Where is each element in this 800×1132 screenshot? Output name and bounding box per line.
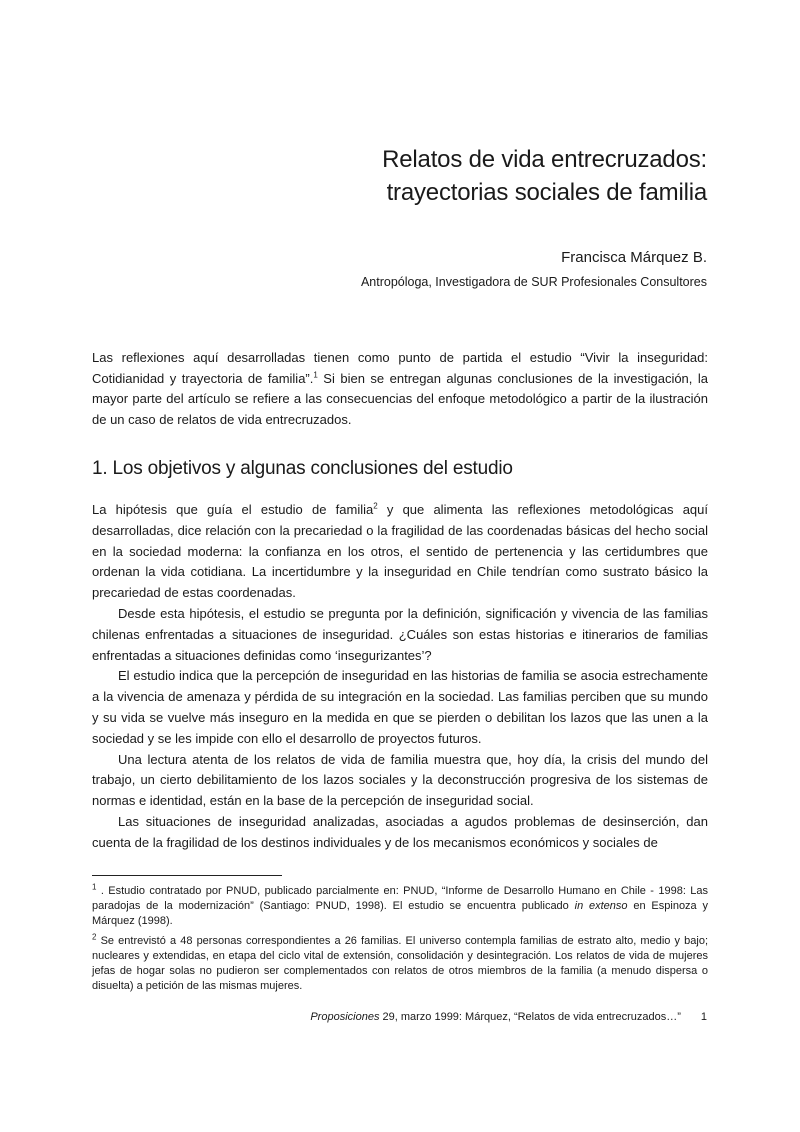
footnote-1-italic: in extenso <box>574 900 628 913</box>
running-footer <box>310 1011 707 1023</box>
footnote-divider <box>92 875 282 876</box>
page-number: 1 <box>700 1011 707 1023</box>
abstract-paragraph <box>92 348 708 431</box>
body-paragraph-5: Las situaciones de inseguridad analizadas, asociadas a agudos problemas de desinserción, dan cuenta de la fragilidad de los destinos individuales y de los mecanismos económicos y sociales de <box>92 813 708 850</box>
author-affiliation: Antropóloga, Investigadora de SUR Profesionales Consultores <box>360 275 707 289</box>
abstract-text-1: Las reflexiones aquí desarrolladas tienen como punto de partida el estudio “Vivir la inseguridad: Cotidianidad y trayectoria de familia”. <box>92 350 708 386</box>
title-line-2: trayectorias sociales de familia <box>386 179 707 206</box>
footer-journal: Proposiciones <box>310 1011 380 1023</box>
abstract-text-2: Si bien se entregan algunas conclusiones de la investigación, la mayor parte del artículo se refiere a las consecuencias del enfoque metodológico a partir de la ilustración de un caso de relatos de vida entrecruzados. <box>92 370 708 428</box>
footnote-1-text-2: en Espinoza y Márquez (1998). <box>92 900 708 928</box>
footnote-ref-2: 2 <box>373 501 378 511</box>
body-paragraph-3: El estudio indica que la percepción de inseguridad en las historias de familia se asocia estrechamente a la vivencia de amenaza y pérdida de su integración en la sociedad. Las familias perciben que su mundo y su vida se vuelve más inseguro en la medida en que se pierden o debilitan los lazos que las unen a la sociedad y se les impide con ello el desarrollo de proyectos futuros. <box>92 668 708 746</box>
section-heading: 1. Los objetivos y algunas conclusiones del estudio <box>92 458 513 479</box>
footnote-1-text-1: . Estudio contratado por PNUD, publicado parcialmente en: PNUD, “Informe de Desarrollo Humano en Chile - 1998: Las paradojas de la modernización” (Santiago: PNUD, 1998). El estudio se encuentra publicado <box>92 885 708 913</box>
body-paragraph-1 <box>92 500 708 604</box>
footnote-2 <box>92 931 708 995</box>
body-paragraph-2: Desde esta hipótesis, el estudio se pregunta por la definición, significación y vivencia de las familias chilenas enfrentadas a situaciones de inseguridad. ¿Cuáles son estas historias e itinerarios de familias enfrentadas a situaciones definidas como ‘insegurizantes’? <box>92 605 708 663</box>
body-text <box>92 500 708 854</box>
footnote-1 <box>92 884 708 930</box>
body-p1-text-1: La hipótesis que guía el estudio de familia <box>92 502 374 517</box>
footnote-1-mark: 1 <box>92 882 97 892</box>
body-paragraph-4: Una lectura atenta de los relatos de vida de familia muestra que, hoy día, la crisis del mundo del trabajo, un cierto debilitamiento de los lazos sociales y la deconstrucción progresiva de los sistemas de normas e identidad, están en la base de la percepción de inseguridad social. <box>92 751 708 809</box>
author-name: Francisca Márquez B. <box>561 249 707 266</box>
footnote-2-text: Se entrevistó a 48 personas correspondientes a 26 familias. El universo contempla familias de estrato alto, medio y bajo; nucleares y extendidas, en etapa del ciclo vital de extensión, consolidación y desintegración. Los relatos de vida de mujeres jefas de hogar solas no pudieron ser complementados con relatos de otros miembros de la familia (a menudo dispersa o disuelta) a petición de las mismas mujeres. <box>92 934 708 993</box>
footnote-2-mark: 2 <box>92 931 97 941</box>
article-title <box>382 143 707 209</box>
body-p1-text-2: y que alimenta las reflexiones metodológicas aquí desarrolladas, dice relación con la precariedad o la fragilidad de las coordenadas básicas del hecho social en la sociedad moderna: la confianza en los otros, el sentido de pertenencia y las certidumbres que ordenan la vida cotidiana. La incertidumbre y la inseguridad en Chile tendrían como sustrato básico la precariedad de estas coordenadas. <box>92 502 708 601</box>
footnotes <box>92 884 708 998</box>
footer-citation: 29, marzo 1999: Márquez, “Relatos de vida entrecruzados…” <box>379 1011 681 1023</box>
title-line-1: Relatos de vida entrecruzados: <box>382 146 707 173</box>
footnote-ref-1: 1 <box>313 370 318 380</box>
